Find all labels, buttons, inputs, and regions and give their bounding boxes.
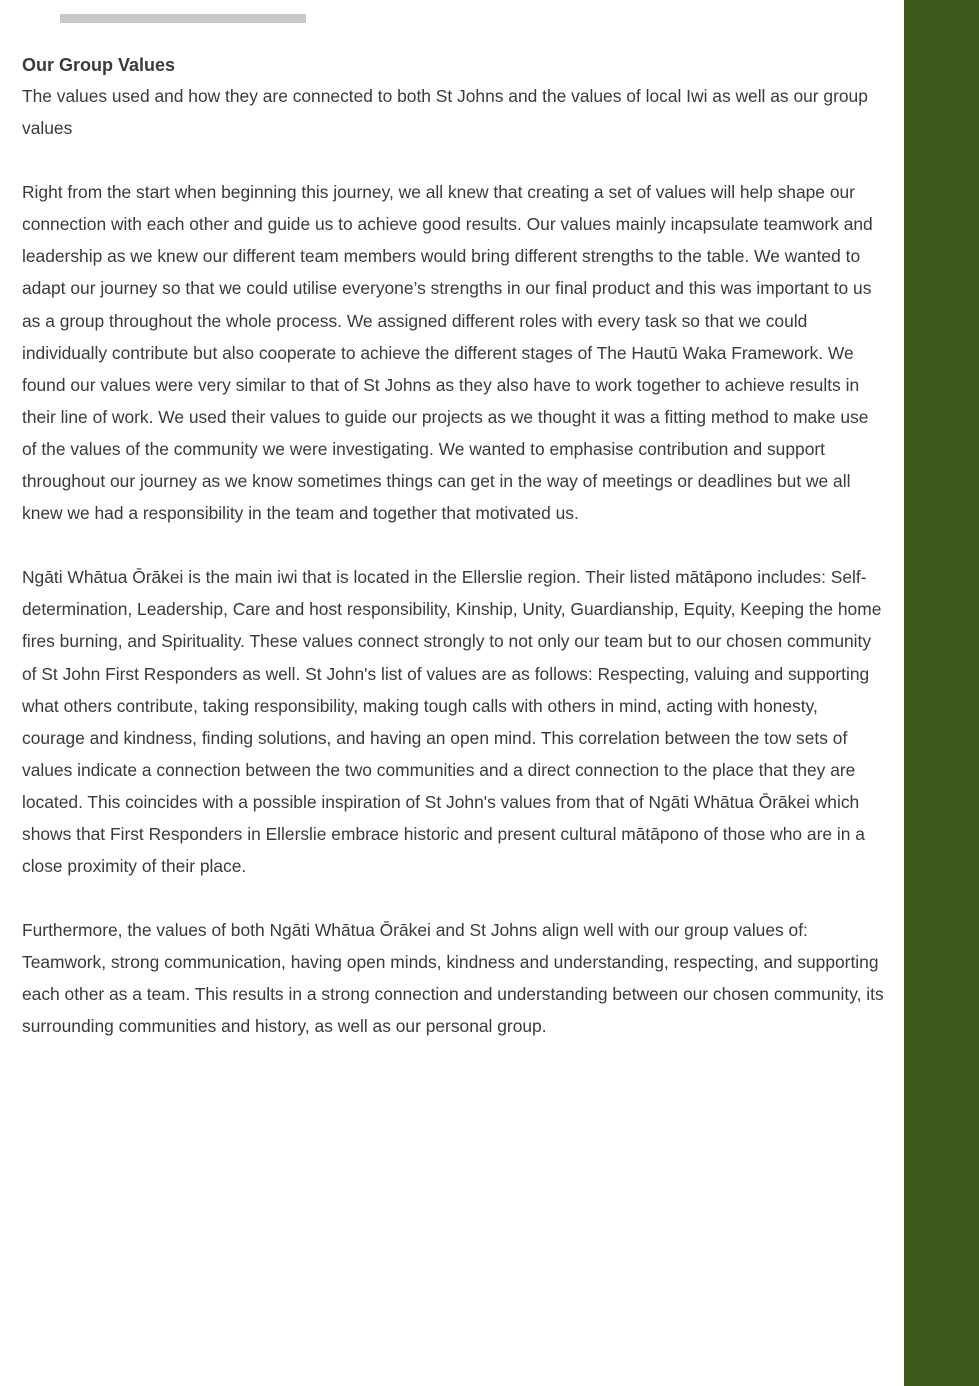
paragraph-gap: [22, 529, 884, 561]
paragraph-gap: [22, 144, 884, 176]
section-subtitle: The values used and how they are connected to both St Johns and the values of local Iwi as well as our group values: [22, 86, 868, 139]
side-color-band: [904, 0, 979, 1386]
paragraph-journey: Right from the start when beginning this journey, we all knew that creating a set of values will help shape our connection with each other and guide us to achieve good results. Our values mainly incapsulate teamwork and leadership as we knew our different team members would bring different strengths to the table. We wanted to adapt our journey so that we could utilise everyone’s strengths in our final product and this was important to us as a group throughout the whole process. We assigned different roles with every task so that we could individually contribute but also cooperate to achieve the different stages of The Hautū Waka Framework. We found our values were very similar to that of St Johns as they also have to work together to achieve results in their line of work. We used their values to guide our projects as we thought it was a fitting method to make use of the values of the community we were investigating. We wanted to emphasise contribution and support throughout our journey as we know sometimes things can get in the way of meetings or deadlines but we all knew we had a responsibility in the team and together that motivated us.: [22, 182, 873, 524]
section-title: Our Group Values: [22, 55, 176, 75]
document-body: [22, 51, 884, 1043]
paragraph-gap: [22, 882, 884, 914]
top-decorative-bar: [60, 14, 306, 23]
paragraph-iwi-values: Ngāti Whātua Ōrākei is the main iwi that is located in the Ellerslie region. Their listed mātāpono includes: Self-determination, Leadership, Care and host responsibility, Kinship, Unity, Guardianship, Equity, Keeping the home fires burning, and Spirituality. These values connect strongly to not only our team but to our chosen community of St John First Responders as well. St John's list of values are as follows: Respecting, valuing and supporting what others contribute, taking responsibility, making tough calls with others in mind, acting with honesty, courage and kindness, finding solutions, and having an open mind. This correlation between the tow sets of values indicate a connection between the two communities and a direct connection to the place that they are located. This coincides with a possible inspiration of St John's values from that of Ngāti Whātua Ōrākei which shows that First Responders in Ellerslie embrace historic and present cultural mātāpono of those who are in a close proximity of their place.: [22, 567, 882, 877]
paragraph-alignment: Furthermore, the values of both Ngāti Whātua Ōrākei and St Johns align well with our group values of: Teamwork, strong communication, having open minds, kindness and understanding, respecting, and supporting each other as a team. This results in a strong connection and understanding between our chosen community, its surrounding communities and history, as well as our personal group.: [22, 920, 884, 1037]
